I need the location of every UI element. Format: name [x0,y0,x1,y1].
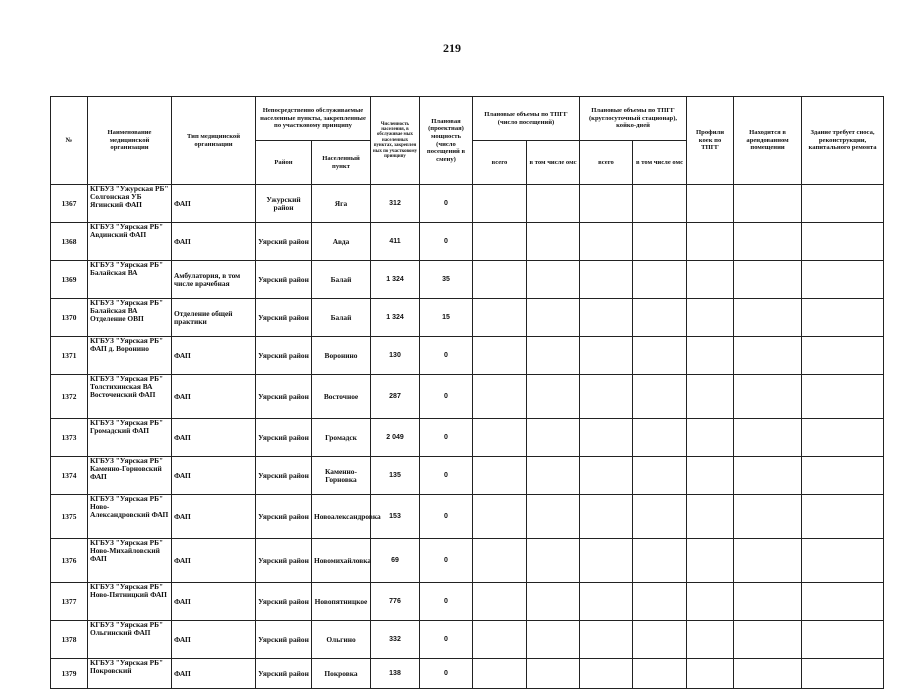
capacity-cell: 0 [420,419,473,457]
visits-total-cell [473,539,527,583]
header-vol-beds: Плановые объемы по ТПГГ (круглосуточный стационар), койко-дней [580,97,687,141]
table-row [51,261,884,299]
rented-premises-cell [734,621,802,659]
org-type-cell: ФАП [172,457,256,495]
population-cell: 135 [371,457,420,495]
beds-total-cell [580,299,633,337]
population-cell: 130 [371,337,420,375]
locality-cell: Балай [312,299,371,337]
beds-total-cell [580,621,633,659]
org-type-cell: ФАП [172,223,256,261]
beds-oms-cell [633,659,687,689]
building-status-cell [802,583,884,621]
visits-total-cell [473,185,527,223]
rented-premises-cell [734,337,802,375]
locality-cell: Каменно-Горновка [312,457,371,495]
visits-oms-cell [527,299,580,337]
org-name-cell: КГБУЗ "Уярская РБ" ФАП д. Воронино [88,337,172,375]
org-name-cell: КГБУЗ "Уярская РБ" Балайская ВА [88,261,172,299]
capacity-cell: 0 [420,659,473,689]
bed-profiles-cell [687,659,734,689]
visits-oms-cell [527,659,580,689]
org-name-cell: КГБУЗ "Уярская РБ" Ольгинский ФАП [88,621,172,659]
header-beds-oms: в том числе омс [633,141,687,185]
locality-cell: Громадск [312,419,371,457]
org-type-cell: ФАП [172,621,256,659]
registry-body [51,185,884,689]
beds-total-cell [580,337,633,375]
page-number: 219 [443,41,461,55]
row-number-cell: 1373 [51,419,88,457]
beds-total-cell [580,375,633,419]
beds-oms-cell [633,583,687,621]
beds-oms-cell [633,375,687,419]
district-cell: Уярский район [256,299,312,337]
building-status-cell [802,659,884,689]
beds-oms-cell [633,419,687,457]
org-type-cell: ФАП [172,375,256,419]
district-cell: Уярский район [256,457,312,495]
visits-oms-cell [527,457,580,495]
beds-oms-cell [633,185,687,223]
beds-oms-cell [633,299,687,337]
header-district: Район [256,141,312,185]
registry-table [50,96,884,689]
header-capacity: Плановая (проектная) мощность (число посещений в смену) [420,97,473,185]
visits-total-cell [473,495,527,539]
org-name-cell: КГБУЗ "Ужурская РБ" Солгонская УБ Ягинский ФАП [88,185,172,223]
table-row [51,539,884,583]
org-type-cell: ФАП [172,539,256,583]
row-number-cell: 1377 [51,583,88,621]
header-vol-visits: Плановые объемы по ТПГГ (число посещений) [473,97,580,141]
locality-cell: Покровка [312,659,371,689]
header-building: Здание требует сноса, реконструкции, капитального ремонта [802,97,884,185]
population-cell: 332 [371,621,420,659]
beds-total-cell [580,659,633,689]
building-status-cell [802,621,884,659]
table-row [51,299,884,337]
bed-profiles-cell [687,539,734,583]
building-status-cell [802,261,884,299]
org-name-cell: КГБУЗ "Уярская РБ" Каменно-Горновский ФАП [88,457,172,495]
visits-total-cell [473,223,527,261]
header-beds-total: всего [580,141,633,185]
beds-oms-cell [633,621,687,659]
capacity-cell: 35 [420,261,473,299]
org-name-cell: КГБУЗ "Уярская РБ" Ново-Пятницкий ФАП [88,583,172,621]
visits-oms-cell [527,337,580,375]
capacity-cell: 0 [420,495,473,539]
beds-oms-cell [633,223,687,261]
rented-premises-cell [734,299,802,337]
district-cell: Уярский район [256,375,312,419]
org-type-cell: ФАП [172,659,256,689]
row-number-cell: 1367 [51,185,88,223]
rented-premises-cell [734,495,802,539]
capacity-cell: 0 [420,375,473,419]
population-cell: 312 [371,185,420,223]
row-number-cell: 1370 [51,299,88,337]
beds-oms-cell [633,457,687,495]
header-population: Численность населения, в обслуживае мых населенных пунктах, закреплен ных по участковому принципу [371,97,420,185]
bed-profiles-cell [687,223,734,261]
district-cell: Уярский район [256,539,312,583]
rented-premises-cell [734,185,802,223]
org-name-cell: КГБУЗ "Уярская РБ" Покровский [88,659,172,689]
visits-total-cell [473,419,527,457]
header-row-top [51,97,884,141]
locality-cell: Авда [312,223,371,261]
visits-total-cell [473,457,527,495]
table-row [51,583,884,621]
table-row [51,659,884,689]
bed-profiles-cell [687,419,734,457]
header-visits-oms: в том числе омс [527,141,580,185]
rented-premises-cell [734,419,802,457]
header-locality: Населенный пункт [312,141,371,185]
population-cell: 776 [371,583,420,621]
table-row [51,185,884,223]
beds-total-cell [580,419,633,457]
population-cell: 69 [371,539,420,583]
visits-total-cell [473,337,527,375]
row-number-cell: 1372 [51,375,88,419]
population-cell: 2 049 [371,419,420,457]
org-type-cell: Отделение общей практики [172,299,256,337]
beds-total-cell [580,457,633,495]
locality-cell: Воронино [312,337,371,375]
table-row [51,375,884,419]
row-number-cell: 1375 [51,495,88,539]
beds-total-cell [580,539,633,583]
org-type-cell: ФАП [172,185,256,223]
visits-oms-cell [527,495,580,539]
visits-oms-cell [527,261,580,299]
rented-premises-cell [734,583,802,621]
org-name-cell: КГБУЗ "Уярская РБ" Ново-Михайловский ФАП [88,539,172,583]
table-row [51,337,884,375]
district-cell: Уярский район [256,495,312,539]
header-num: № [51,97,88,185]
population-cell: 1 324 [371,261,420,299]
bed-profiles-cell [687,299,734,337]
org-type-cell: ФАП [172,419,256,457]
table-row [51,419,884,457]
table-row [51,621,884,659]
visits-oms-cell [527,375,580,419]
visits-total-cell [473,375,527,419]
building-status-cell [802,539,884,583]
population-cell: 1 324 [371,299,420,337]
bed-profiles-cell [687,261,734,299]
locality-cell: Балай [312,261,371,299]
org-type-cell: Амбулатория, в том числе врачебная [172,261,256,299]
building-status-cell [802,223,884,261]
district-cell: Ужурский район [256,185,312,223]
capacity-cell: 0 [420,185,473,223]
visits-total-cell [473,621,527,659]
building-status-cell [802,185,884,223]
row-number-cell: 1369 [51,261,88,299]
visits-oms-cell [527,223,580,261]
rented-premises-cell [734,261,802,299]
bed-profiles-cell [687,621,734,659]
bed-profiles-cell [687,337,734,375]
building-status-cell [802,299,884,337]
beds-total-cell [580,185,633,223]
org-name-cell: КГБУЗ "Уярская РБ" Громадский ФАП [88,419,172,457]
population-cell: 411 [371,223,420,261]
beds-total-cell [580,223,633,261]
org-type-cell: ФАП [172,337,256,375]
row-number-cell: 1374 [51,457,88,495]
visits-oms-cell [527,539,580,583]
capacity-cell: 0 [420,457,473,495]
row-number-cell: 1378 [51,621,88,659]
bed-profiles-cell [687,583,734,621]
visits-total-cell [473,261,527,299]
district-cell: Уярский район [256,261,312,299]
beds-oms-cell [633,261,687,299]
header-profiles: Профили коек по ТПГГ [687,97,734,185]
org-name-cell: КГБУЗ "Уярская РБ" Балайская ВА Отделение ОВП [88,299,172,337]
capacity-cell: 0 [420,539,473,583]
visits-oms-cell [527,583,580,621]
row-number-cell: 1371 [51,337,88,375]
population-cell: 287 [371,375,420,419]
locality-cell: Новомихайловка [312,539,371,583]
beds-oms-cell [633,539,687,583]
district-cell: Уярский район [256,621,312,659]
row-number-cell: 1379 [51,659,88,689]
table-row [51,223,884,261]
building-status-cell [802,495,884,539]
header-org: Наименование медицинской организации [88,97,172,185]
district-cell: Уярский район [256,659,312,689]
locality-cell: Новопятницкое [312,583,371,621]
locality-cell: Восточное [312,375,371,419]
header-rented: Находится в арендованном помещении [734,97,802,185]
bed-profiles-cell [687,457,734,495]
rented-premises-cell [734,375,802,419]
bed-profiles-cell [687,375,734,419]
beds-total-cell [580,495,633,539]
capacity-cell: 0 [420,583,473,621]
row-number-cell: 1376 [51,539,88,583]
district-cell: Уярский район [256,223,312,261]
beds-oms-cell [633,337,687,375]
org-name-cell: КГБУЗ "Уярская РБ" Авдинский ФАП [88,223,172,261]
rented-premises-cell [734,659,802,689]
visits-total-cell [473,299,527,337]
building-status-cell [802,457,884,495]
beds-total-cell [580,261,633,299]
org-name-cell: КГБУЗ "Уярская РБ" Ново-Александровский ФАП [88,495,172,539]
org-name-cell: КГБУЗ "Уярская РБ" Толстихинская ВА Восточенский ФАП [88,375,172,419]
beds-total-cell [580,583,633,621]
bed-profiles-cell [687,185,734,223]
capacity-cell: 0 [420,337,473,375]
capacity-cell: 0 [420,223,473,261]
row-number-cell: 1368 [51,223,88,261]
table-row [51,495,884,539]
org-type-cell: ФАП [172,583,256,621]
capacity-cell: 15 [420,299,473,337]
visits-oms-cell [527,621,580,659]
visits-total-cell [473,659,527,689]
locality-cell: Новоалександровка [312,495,371,539]
locality-cell: Яга [312,185,371,223]
rented-premises-cell [734,223,802,261]
population-cell: 138 [371,659,420,689]
visits-oms-cell [527,185,580,223]
rented-premises-cell [734,457,802,495]
district-cell: Уярский район [256,419,312,457]
building-status-cell [802,337,884,375]
org-type-cell: ФАП [172,495,256,539]
building-status-cell [802,375,884,419]
beds-oms-cell [633,495,687,539]
table-row [51,457,884,495]
header-type: Тип медицинской организации [172,97,256,185]
population-cell: 153 [371,495,420,539]
visits-total-cell [473,583,527,621]
capacity-cell: 0 [420,621,473,659]
district-cell: Уярский район [256,583,312,621]
bed-profiles-cell [687,495,734,539]
rented-premises-cell [734,539,802,583]
locality-cell: Ольгино [312,621,371,659]
district-cell: Уярский район [256,337,312,375]
visits-oms-cell [527,419,580,457]
header-served: Непосредственно обслуживаемые населенные пункты, закрепленные по участковому принципу [256,97,371,141]
building-status-cell [802,419,884,457]
header-visits-total: всего [473,141,527,185]
